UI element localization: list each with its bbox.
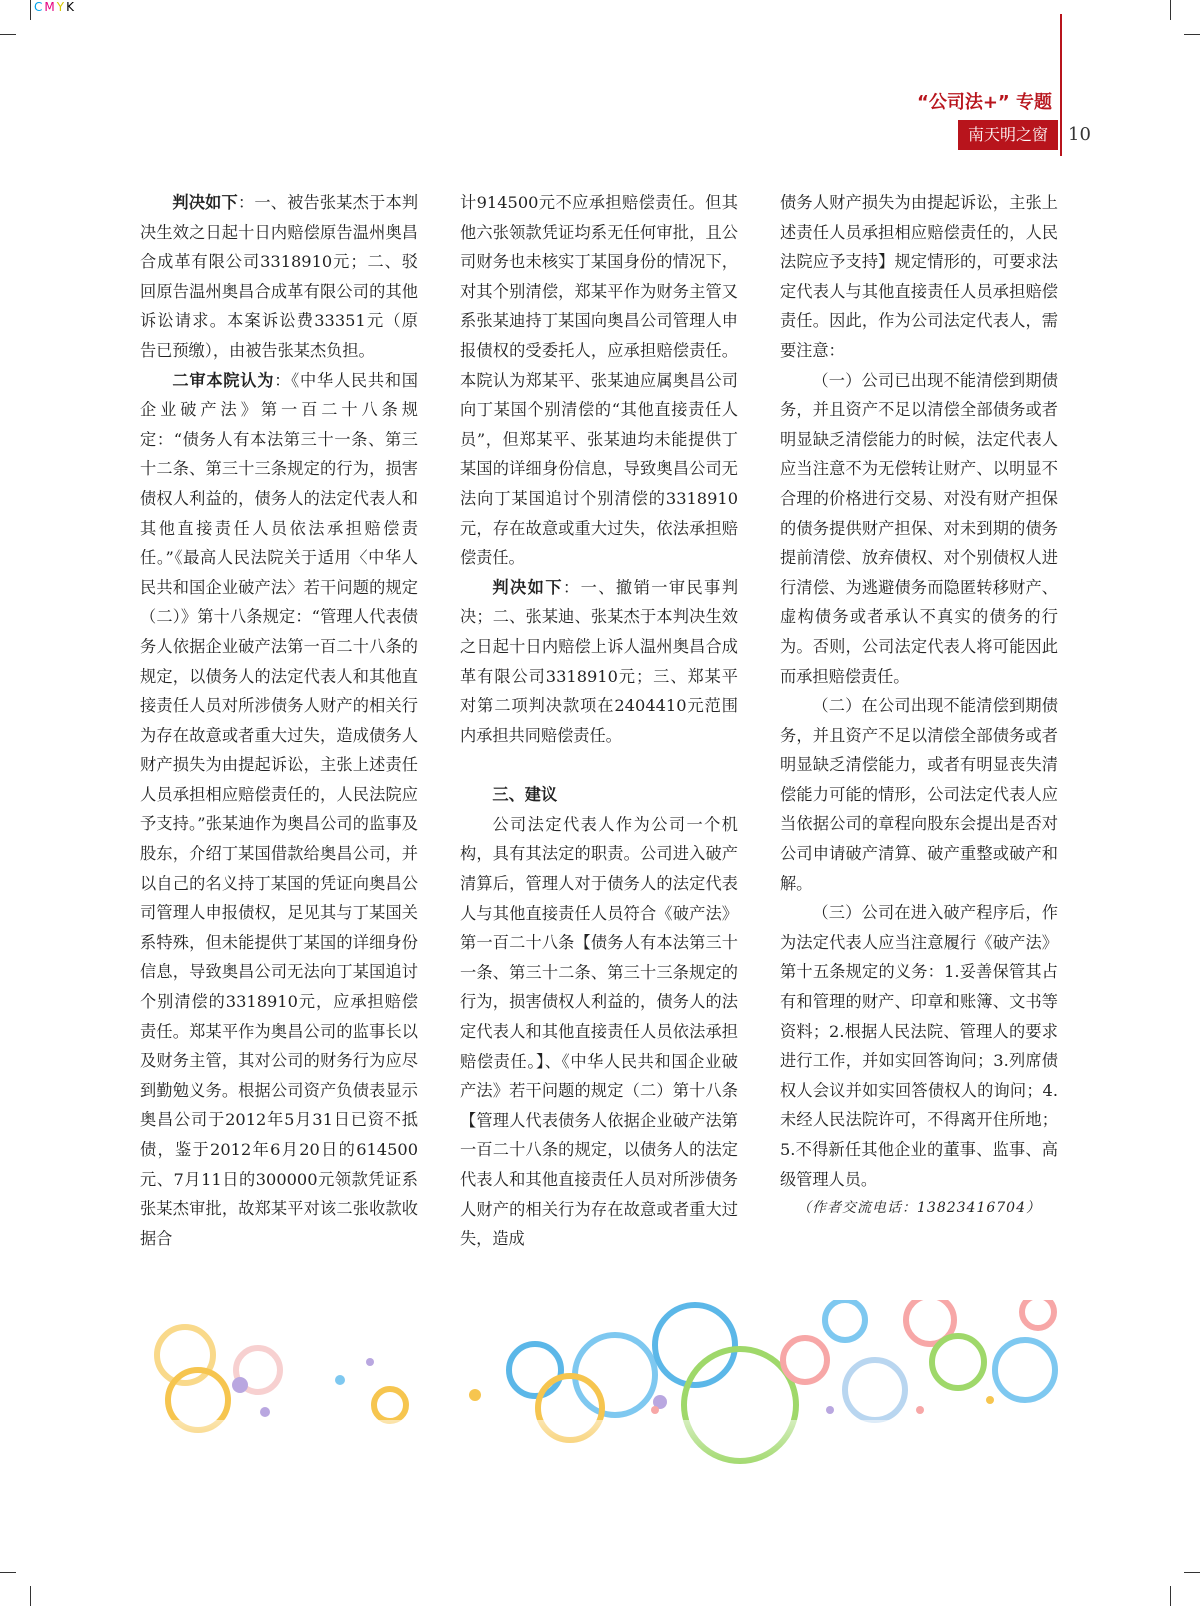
cmyk-k: K <box>66 0 76 14</box>
crop-mark-tl-h <box>0 34 16 35</box>
paragraph: 公司法定代表人作为公司一个机构，具有其法定的职责。公司进入破产清算后，管理人对于债务人的法定代表人与其他直接责任人员符合《破产法》第一百二十八条【债务人有本法第三十一条、第三十二条、第三十三条规定的行为，损害债权人利益的，债务人的法定代表人和其他直接责任人员依法承担赔偿责任。】、《中华人民共和国企业破产法》若干问题的规定（二）第十八条【管理人代表债务人依据企业破产法第一百二十八条的规定，以债务人的法定代表人和其他直接责任人员对所涉债务人财产的相关行为存在故意或者重大过失，造成 <box>460 814 738 1249</box>
page-number: 10 <box>1068 124 1091 145</box>
bold-lead: 判决如下 <box>492 577 563 597</box>
paragraph: （二）在公司出现不能清偿到期债务，并且资产不足以清偿全部债务或者明显缺乏清偿能力，或者有明显丧失清偿能力可能的情形，公司法定代表人应当依据公司的章程向股东会提出是否对公司申请破产清算、破产重整或破产和解。 <box>780 696 1058 893</box>
crop-mark-tr-v <box>1170 0 1171 20</box>
topic-title: “公司法+” 专题 <box>916 92 1052 113</box>
text-column-2 <box>460 188 738 1254</box>
dot <box>232 1377 248 1393</box>
paragraph-text: ：《中华人民共和国企业破产法》第一百二十八条规定：“债务人有本法第三十一条、第三十二条、第三十三条规定的行为，损害债权人利益的，债务人的法定代表人和其他直接责任人员依法承担赔偿责任。”《最高人民法院关于适用〈中华人民共和国企业破产法〉若干问题的规定（二）》第十八条规定：“管理人代表债务人依据企业破产法第一百二十八条的规定，以债务人的法定代表人和其他直接责任人员对所涉债务人财产的相关行为存在故意或者重大过失，造成债务人财产损失为由提起诉讼，主张上述责任人员承担相应赔偿责任的，人民法院应予支持。”张某迪作为奥昌公司的监事及股东，介绍丁某国借款给奥昌公司，并以自己的名义持丁某国的凭证向奥昌公司管理人申报债权，足见其与丁某国关系特殊，但未能提供丁某国的详细身份信息，导致奥昌公司无法向丁某国追讨个别清偿的3318910元，应承担赔偿责任。郑某平作为奥昌公司的监事长以及财务主管，其对公司的财务行为应尽到勤勉义务。根据公司资产负债表显示奥昌公司于2012年5月31日已资不抵债，鉴于2012年6月20日的614500元、7月11日的300000元领款凭证系张某杰审批，故郑某平对该二张收款收据合 <box>140 370 418 1248</box>
paragraph-text: ：一、被告张某杰于本判决生效之日起十日内赔偿原告温州奥昌合成革有限公司3318910元；二、驳回原告温州奥昌合成革有限公司的其他诉讼请求。本案诉讼费33351元（原告已预缴），由被告张某杰负担。 <box>140 193 419 360</box>
ring <box>845 1360 905 1420</box>
dot <box>366 1358 374 1366</box>
decorative-circles <box>140 1300 1066 1468</box>
bold-lead: 二审本院认为 <box>172 370 275 390</box>
section-heading: 三、建议 <box>492 785 558 805</box>
crop-mark-br-v <box>1170 1586 1171 1606</box>
crop-mark-bl-v <box>30 1586 31 1606</box>
crop-mark-tl-v <box>30 0 31 20</box>
text-column-3 <box>780 188 1058 1224</box>
crop-mark-tr-h <box>1184 34 1200 35</box>
paragraph: 计914500元不应承担赔偿责任。但其他六张领款凭证均系无任何审批，且公司财务也未核实丁某国身份的情况下，对其个别清偿，郑某平作为财务主管又系张某迪持丁某国向奥昌公司管理人申报债权的受委托人，应承担赔偿责任。本院认为郑某平、张某迪应属奥昌公司向丁某国个别清偿的“其他直接责任人员”，但郑某平、张某迪均未能提供丁某国的详细身份信息，导致奥昌公司无法向丁某国追讨个别清偿的3318910元，存在故意或重大过失，依法承担赔偿责任。 <box>460 193 738 568</box>
paragraph-text: ：一、撤销一审民事判决；二、张某迪、张某杰于本判决生效之日起十日内赔偿上诉人温州奥昌合成革有限公司3318910元；三、郑某平对第二项判决款项在2404410元范围内承担共同赔偿责任。 <box>460 577 739 745</box>
ring <box>575 1335 655 1415</box>
dot <box>335 1375 345 1385</box>
paragraph <box>140 366 418 1254</box>
cmyk-c: C <box>34 0 45 14</box>
ring <box>783 1338 827 1382</box>
ring <box>509 1344 561 1396</box>
cmyk-mark <box>34 0 76 14</box>
dot <box>469 1389 481 1401</box>
ring <box>1022 1300 1054 1328</box>
paragraph: （一）公司已出现不能清偿到期债务，并且资产不足以清偿全部债务或者明显缺乏清偿能力的时候，法定代表人应当注意不为无偿转让财产、以明显不合理的价格进行交易、对没有财产担保的债务提供财产担保、对未到期的债务提前清偿、放弃债权、对个别债权人进行清偿、为逃避债务而隐匿转移财产、虚构债务或者承认不真实的债务的行为。否则，公司法定代表人将可能因此而承担赔偿责任。 <box>780 370 1058 686</box>
ring <box>932 1336 984 1388</box>
crop-mark-br-h <box>1184 1572 1200 1573</box>
dot <box>916 1406 924 1414</box>
header-divider <box>1060 14 1062 156</box>
paragraph <box>460 573 738 751</box>
text-column-1 <box>140 188 418 1253</box>
paragraph: （三）公司在进入破产程序后，作为法定代表人应当注意履行《破产法》第十五条规定的义务：1.妥善保管其占有和管理的财产、印章和账簿、文书等资料；2.根据人民法院、管理人的要求进行工作，并如实回答询问；3.列席债权人会议并如实回答债权人的询问；4.未经人民法院许可，不得离开住所地；5.不得新任其他企业的董事、监事、高级管理人员。 <box>780 903 1058 1189</box>
dot <box>826 1406 834 1414</box>
cmyk-m: M <box>44 0 57 14</box>
dot <box>986 1396 994 1404</box>
cmyk-y: Y <box>56 0 67 14</box>
paragraph <box>140 188 418 366</box>
ring <box>374 1389 406 1421</box>
bold-lead: 判决如下 <box>172 193 238 212</box>
ring <box>825 1300 865 1340</box>
author-contact: （作者交流电话：13823416704） <box>797 1200 1041 1217</box>
column-label: 南天明之窗 <box>958 120 1058 150</box>
paragraph: 债务人财产损失为由提起诉讼，主张上述责任人员承担相应赔偿责任的，人民法院应予支持】规定情形的，可要求法定代表人与其他直接责任人员承担赔偿责任。因此，作为公司法定代表人，需要注意： <box>780 193 1058 360</box>
dot <box>651 1406 659 1414</box>
crop-mark-bl-h <box>0 1572 16 1573</box>
dot <box>260 1407 270 1417</box>
ring <box>995 1340 1055 1400</box>
